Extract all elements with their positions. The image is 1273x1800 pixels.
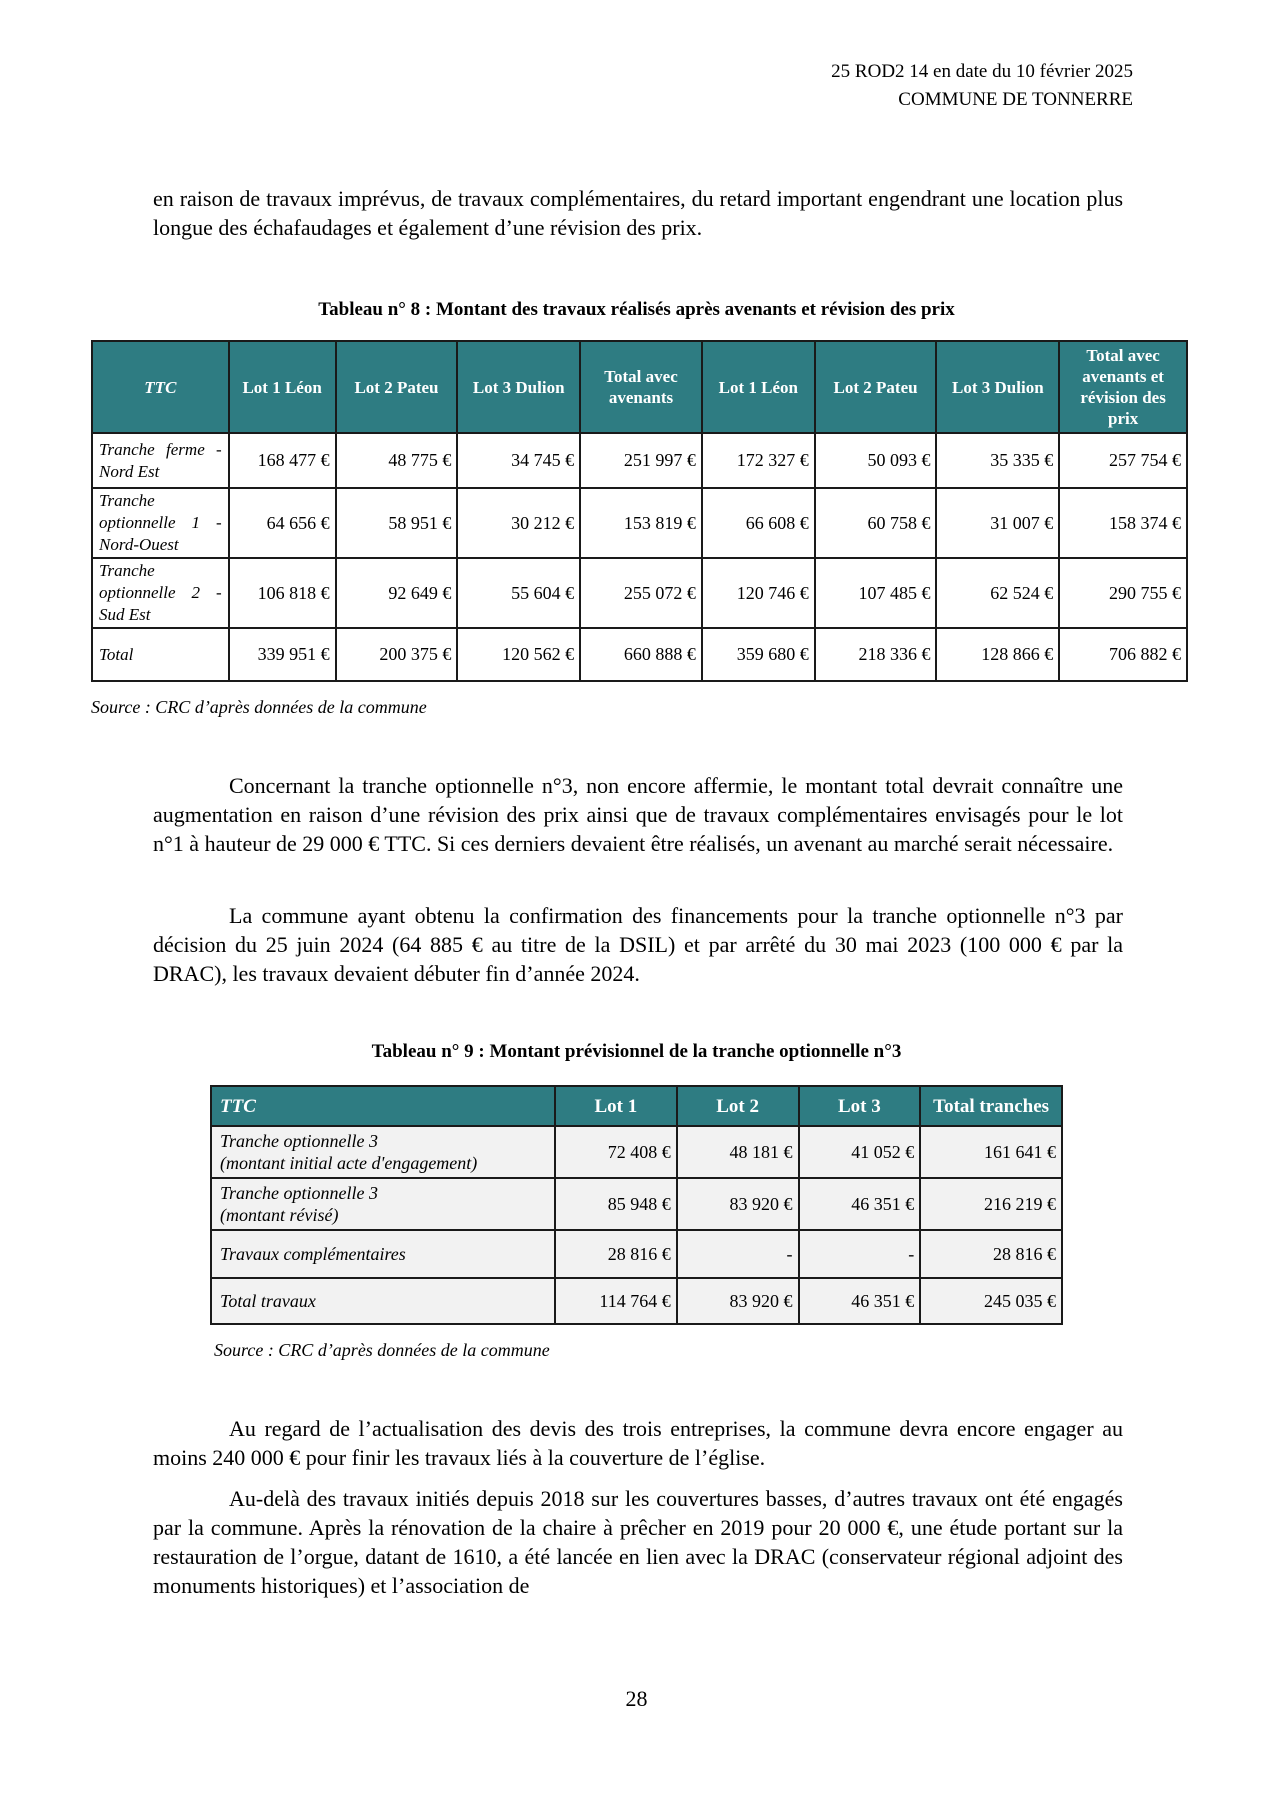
table-cell: 92 649 € — [336, 558, 458, 628]
table8-header-lot2: Lot 2 Pateu — [336, 341, 458, 433]
table-cell: 64 656 € — [229, 488, 336, 558]
page-header — [831, 58, 1133, 114]
table8-header-lot1: Lot 1 Léon — [229, 341, 336, 433]
paragraph-orgue: Au-delà des travaux initiés depuis 2018 sur les couvertures basses, d’autres travaux ont été engagés par la commune. Après la rénovation de la chaire à prêcher en 2019 pour 20 000 €, une étude portant sur la restauration de l’orgue, datant de 1610, a été lancée en lien avec la DRAC (conservateur régional adjoint des monuments historiques) et l’association de — [153, 1486, 1123, 1598]
table-cell: 290 755 € — [1059, 558, 1187, 628]
table8-header-lot2-revised: Lot 2 Pateu — [815, 341, 937, 433]
row-label — [211, 1126, 555, 1178]
table8-header-lot1-revised: Lot 1 Léon — [702, 341, 815, 433]
table9-header-lot2: Lot 2 — [677, 1086, 799, 1126]
table-row — [211, 1230, 1062, 1278]
table-cell: 83 920 € — [677, 1178, 799, 1230]
table8-caption: Tableau n° 8 : Montant des travaux réalisés après avenants et révision des prix — [318, 299, 955, 320]
table8-header-lot3: Lot 3 Dulion — [457, 341, 580, 433]
table-cell: 120 746 € — [702, 558, 815, 628]
report-reference: 25 ROD2 14 en date du 10 février 2025 — [831, 61, 1133, 82]
row-label-line1: Tranche optionnelle 3 — [220, 1183, 378, 1203]
table-cell: 46 351 € — [799, 1178, 921, 1230]
row-label: Tranche ferme - Nord Est — [92, 433, 229, 488]
table-cell: 55 604 € — [457, 558, 580, 628]
table9-header-row — [211, 1086, 1062, 1126]
table8-header-row — [92, 341, 1187, 433]
paragraph-financing: La commune ayant obtenu la confirmation des financements pour la tranche optionnelle n°3 par décision du 25 juin 2024 (64 885 € au titre de la DSIL) et par arrêté du 30 mai 2023 (100 000 € par la DRAC), les travaux devaient débuter fin d’année 2024. — [153, 903, 1123, 986]
table-row — [211, 1278, 1062, 1324]
table-cell: - — [677, 1230, 799, 1278]
table9-caption: Tableau n° 9 : Montant prévisionnel de la tranche optionnelle n°3 — [371, 1041, 902, 1062]
table-cell: 34 745 € — [457, 433, 580, 488]
row-label: Total travaux — [211, 1278, 555, 1324]
table-cell: 106 818 € — [229, 558, 336, 628]
table-cell: 50 093 € — [815, 433, 937, 488]
table-cell: 245 035 € — [920, 1278, 1062, 1324]
table8-header-total-avenants: Total avec avenants — [580, 341, 702, 433]
table9-source: Source : CRC d’après données de la commune — [214, 1340, 550, 1360]
table-cell: 255 072 € — [580, 558, 702, 628]
table-row — [211, 1178, 1062, 1230]
table-row — [92, 433, 1187, 488]
table-cell: 257 754 € — [1059, 433, 1187, 488]
commune-name: COMMUNE DE TONNERRE — [898, 89, 1133, 110]
table9 — [210, 1085, 1063, 1325]
intro-paragraph: en raison de travaux imprévus, de travaux complémentaires, du retard important engendrant une location plus longue des échafaudages et également d’une révision des prix. — [153, 186, 1123, 240]
table8 — [91, 340, 1188, 682]
table-cell: - — [799, 1230, 921, 1278]
table-cell: 168 477 € — [229, 433, 336, 488]
table-cell: 339 951 € — [229, 628, 336, 681]
table8-header-ttc: TTC — [92, 341, 229, 433]
paragraph-tranche3: Concernant la tranche optionnelle n°3, non encore affermie, le montant total devrait connaître une augmentation en raison d’une révision des prix ainsi que de travaux complémentaires envisagés pour le lot n°1 à hauteur de 29 000 € TTC. Si ces derniers devaient être réalisés, un avenant au marché serait nécessaire. — [153, 773, 1123, 856]
table-cell: 30 212 € — [457, 488, 580, 558]
table8-source: Source : CRC d’après données de la commune — [91, 697, 427, 717]
table9-header-ttc: TTC — [211, 1086, 555, 1126]
table-cell: 660 888 € — [580, 628, 702, 681]
row-label-line2: (montant initial acte d'engagement) — [220, 1153, 478, 1173]
table9-header-lot3: Lot 3 — [799, 1086, 921, 1126]
table-cell: 66 608 € — [702, 488, 815, 558]
table9-header-total: Total tranches — [920, 1086, 1062, 1126]
table-cell: 28 816 € — [555, 1230, 677, 1278]
table-cell: 83 920 € — [677, 1278, 799, 1324]
table-cell: 153 819 € — [580, 488, 702, 558]
row-label-line2: (montant révisé) — [220, 1205, 339, 1225]
table-row — [211, 1126, 1062, 1178]
table-cell: 359 680 € — [702, 628, 815, 681]
table-cell: 216 219 € — [920, 1178, 1062, 1230]
row-label — [211, 1178, 555, 1230]
table-cell: 200 375 € — [336, 628, 458, 681]
table-cell: 41 052 € — [799, 1126, 921, 1178]
table-cell: 114 764 € — [555, 1278, 677, 1324]
table-cell: 28 816 € — [920, 1230, 1062, 1278]
table-cell: 46 351 € — [799, 1278, 921, 1324]
table-cell: 706 882 € — [1059, 628, 1187, 681]
table-cell: 120 562 € — [457, 628, 580, 681]
table-cell: 128 866 € — [936, 628, 1059, 681]
table-cell: 172 327 € — [702, 433, 815, 488]
table-row — [92, 628, 1187, 681]
table-cell: 161 641 € — [920, 1126, 1062, 1178]
row-label-line1: Tranche optionnelle 3 — [220, 1131, 378, 1151]
table-cell: 107 485 € — [815, 558, 937, 628]
table-cell: 48 181 € — [677, 1126, 799, 1178]
table-row — [92, 558, 1187, 628]
table-cell: 48 775 € — [336, 433, 458, 488]
row-label: Tranche optionnelle 1 - Nord-Ouest — [92, 488, 229, 558]
paragraph-devis: Au regard de l’actualisation des devis des trois entreprises, la commune devra encore engager au moins 240 000 € pour finir les travaux liés à la couverture de l’église. — [153, 1416, 1123, 1470]
table-cell: 60 758 € — [815, 488, 937, 558]
table-row — [92, 488, 1187, 558]
table-cell: 62 524 € — [936, 558, 1059, 628]
table8-header-lot3-revised: Lot 3 Dulion — [936, 341, 1059, 433]
page-number: 28 — [625, 1686, 648, 1711]
table-cell: 72 408 € — [555, 1126, 677, 1178]
row-label: Tranche optionnelle 2 - Sud Est — [92, 558, 229, 628]
table-cell: 158 374 € — [1059, 488, 1187, 558]
table-cell: 35 335 € — [936, 433, 1059, 488]
row-label: Travaux complémentaires — [211, 1230, 555, 1278]
table9-header-lot1: Lot 1 — [555, 1086, 677, 1126]
row-label: Total — [92, 628, 229, 681]
table-cell: 85 948 € — [555, 1178, 677, 1230]
table8-header-total-revised: Total avec avenants et révision des prix — [1059, 341, 1187, 433]
table-cell: 58 951 € — [336, 488, 458, 558]
table-cell: 251 997 € — [580, 433, 702, 488]
table-cell: 31 007 € — [936, 488, 1059, 558]
table-cell: 218 336 € — [815, 628, 937, 681]
